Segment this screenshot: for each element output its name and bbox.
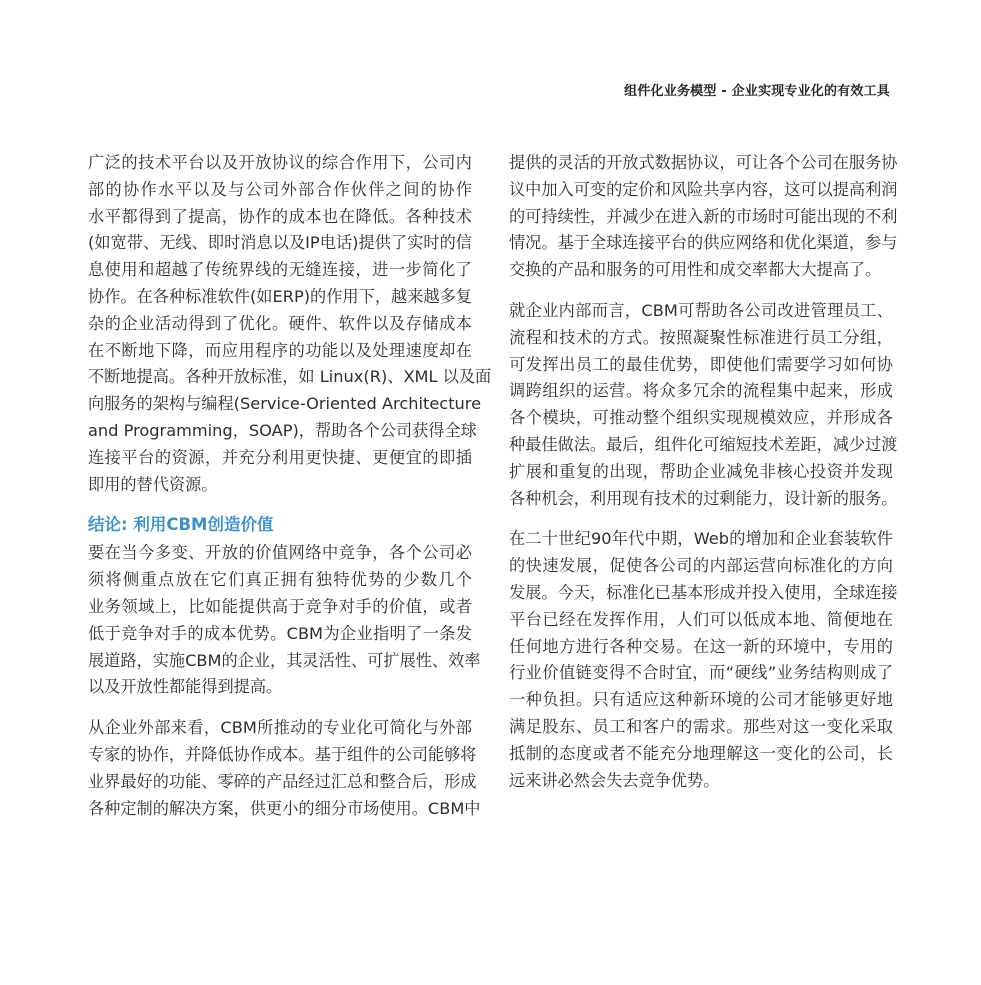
text-line: 提供的灵活的开放式数据协议，可让各个公司在服务协	[509, 153, 898, 172]
text-line: 情况。基于全球连接平台的供应网络和优化渠道，参与	[509, 233, 898, 253]
text-line: 业界最好的功能、零碎的产品经过汇总和整合后，形成	[88, 771, 477, 791]
text-line: 满足股东、员工和客户的需求。那些对这一变化采取	[509, 716, 893, 736]
text-line: 从企业外部来看，CBM所推动的专业化可简化与外部	[88, 718, 472, 738]
left-paragraph-3	[88, 715, 481, 822]
text-line: 展道路，实施CBM的企业，其灵活性、可扩展性、效率	[88, 650, 481, 670]
text-line: and Programming，SOAP)，帮助各个公司获得全球	[88, 420, 477, 440]
text-line: 连接平台的资源，并充分利用更快捷、更便宜的即插	[88, 447, 472, 467]
text-line: 远来讲必然会失去竞争优势。	[509, 770, 720, 790]
text-line: 杂的企业活动得到了优化。硬件、软件以及存储成本	[88, 313, 472, 333]
text-line: 一种负担。只有适应这种新环境的公司才能够更好地	[509, 690, 893, 710]
text-line: 的可持续性，并减少在进入新的市场时可能出现的不利	[509, 206, 898, 226]
text-line: 种最佳做法。最后，组件化可缩短技术差距，减少过渡	[509, 434, 898, 454]
text-line: 专家的协作，并降低协作成本。基于组件的公司能够将	[88, 744, 477, 764]
right-paragraph-1	[509, 150, 898, 284]
text-line: 各个模块，可推动整个组织实现规模效应，并形成各	[509, 408, 893, 428]
text-line: 行业价值链变得不合时宜，而“硬线”业务结构则成了	[509, 663, 893, 683]
text-line: (如宽带、无线、即时消息以及IP电话)提供了实时的信	[88, 233, 472, 253]
text-line: 在二十世纪90年代中期，Web的增加和企业套装软件	[509, 529, 893, 549]
left-paragraph-2	[88, 540, 481, 701]
text-line: 就企业内部而言，CBM可帮助各公司改进管理员工、	[509, 300, 893, 320]
text-line: 向服务的架构与编程(Service-Oriented Architecture	[88, 394, 482, 414]
text-line: 各种定制的解决方案，供更小的细分市场使用。CBM中	[88, 798, 481, 818]
running-header: 组件化业务模型 - 企业实现专业化的有效工具	[624, 84, 890, 99]
text-line: 不断地提高。各种开放标准，如 Linux(R)、XML 以及面	[88, 367, 492, 387]
text-line: 业务领域上，比如能提供高于竞争对手的价值，或者	[88, 596, 472, 616]
text-line: 各种机会，利用现有技术的过剩能力，设计新的服务。	[509, 488, 898, 508]
right-column	[509, 150, 898, 808]
left-paragraph-1	[88, 150, 492, 498]
text-line: 扩展和重复的出现，帮助企业减免非核心投资并发现	[509, 461, 893, 481]
text-line: 发展。今天，标准化已基本形成并投入使用，全球连接	[509, 582, 898, 602]
text-line: 流程和技术的方式。按照凝聚性标准进行员工分组，	[509, 327, 893, 347]
text-line: 的快速发展，促使各公司的内部运营向标准化的方向	[509, 556, 893, 576]
text-line: 交换的产品和服务的可用性和成交率都大大提高了。	[509, 260, 882, 280]
text-line: 水平都得到了提高，协作的成本也在降低。各种技术	[88, 206, 472, 226]
text-line: 息使用和超越了传统界线的无缝连接，进一步简化了	[88, 260, 472, 280]
text-line: 抵制的态度或者不能充分地理解这一变化的公司，长	[509, 743, 893, 763]
text-line: 在不断地下降，而应用程序的功能以及处理速度却在	[88, 340, 472, 360]
text-line: 议中加入可变的定价和风险共享内容，这可以提高利润	[509, 179, 898, 199]
right-paragraph-3	[509, 526, 898, 794]
text-line: 部的协作水平以及与公司外部合作伙伴之间的协作	[88, 179, 472, 199]
text-line: 以及开放性都能得到提高。	[88, 677, 283, 697]
text-line: 低于竞争对手的成本优势。CBM为企业指明了一条发	[88, 623, 472, 643]
text-line: 广泛的技术平台以及开放协议的综合作用下，公司内	[88, 153, 472, 172]
text-line: 须将侧重点放在它们真正拥有独特优势的少数几个	[88, 570, 472, 590]
text-line: 可发挥出员工的最佳优势，即使他们需要学习如何协	[509, 354, 893, 374]
right-paragraph-2	[509, 298, 898, 512]
text-line: 平台已经在发挥作用，人们可以低成本地、简便地在	[509, 609, 893, 629]
left-column	[88, 150, 492, 836]
text-line: 即用的替代资源。	[88, 474, 218, 494]
section-heading: 结论: 利用CBM创造价值	[88, 515, 274, 535]
text-line: 要在当今多变、开放的价值网络中竞争，各个公司必	[88, 543, 472, 563]
text-line: 协作。在各种标准软件(如ERP)的作用下，越来越多复	[88, 286, 472, 306]
text-line: 调跨组织的运营。将众多冗余的流程集中起来，形成	[509, 381, 893, 401]
text-line: 任何地方进行各种交易。在这一新的环境中，专用的	[509, 636, 893, 656]
